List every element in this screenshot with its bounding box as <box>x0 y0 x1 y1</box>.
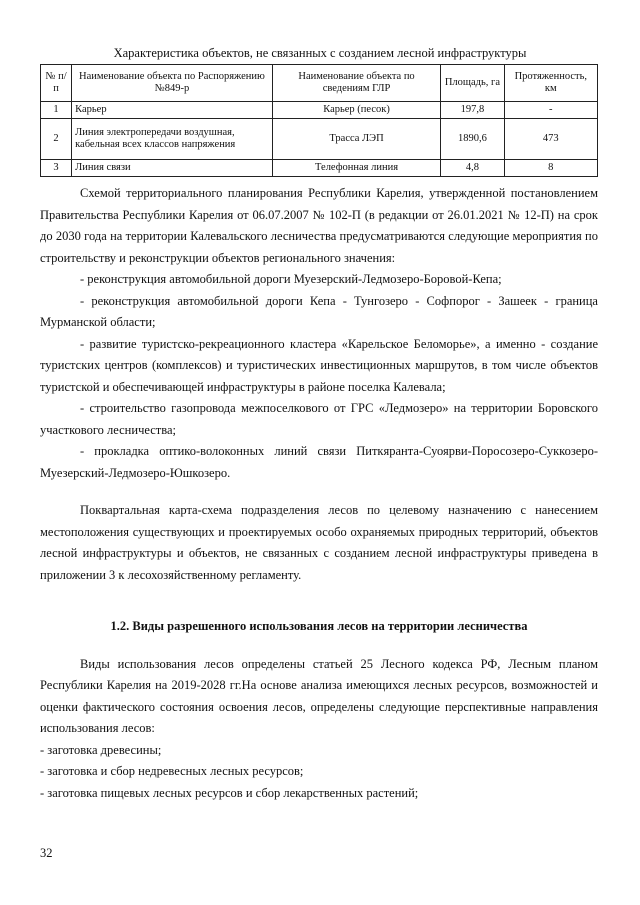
use-item: - заготовка пищевых лесных ресурсов и сбор лекарственных растений; <box>40 785 419 800</box>
table-row <box>41 119 598 160</box>
measure-item: - строительство газопровода межпоселкового от ГРС «Ледмозеро» на территории Боровского участкового лесничества; <box>40 401 598 437</box>
table-title: Характеристика объектов, не связанных с созданием лесной инфраструктуры <box>113 46 527 60</box>
cell-glr: Телефонная линия <box>272 160 440 177</box>
page-number: 32 <box>40 846 53 860</box>
spacer <box>40 484 598 500</box>
table-row <box>41 160 598 177</box>
table-row <box>41 102 598 119</box>
header-name: Наименование объекта по Распоряжению №849-р <box>72 65 273 102</box>
map-note-paragraph: Поквартальная карта-схема подразделения лесов по целевому назначению с нанесением местоположения существующих и проектируемых особо охраняемых природных территорий, объектов лесной инфраструктуры и объектов, не связанных с созданием лесной инфраструктуры приведена в приложении 3 к лесохозяйственному регламенту. <box>40 503 598 582</box>
cell-name: Линия электропередачи воздушная, кабельная всех классов напряжения <box>72 119 273 160</box>
cell-name: Линия связи <box>72 160 273 177</box>
cell-area: 4,8 <box>441 160 504 177</box>
use-item: - заготовка древесины; <box>40 742 162 757</box>
intro-paragraph: Схемой территориального планирования Республики Карелия, утвержденной постановлением Правительства Республики Карелия от 06.07.2007 № 102-П (в редакции от 26.01.2021 № 12-П) на срок до 2030 года на территории Калевальского лесничества предусматриваются следующие мероприятия по строительству и реконструкции объектов регионального значения: <box>40 186 598 265</box>
measure-item: - реконструкция автомобильной дороги Муезерский-Ледмозеро-Боровой-Кепа; <box>80 272 502 286</box>
table-header-row <box>41 65 598 102</box>
header-length: Протяженность, км <box>504 65 597 102</box>
header-num: № п/п <box>41 65 72 102</box>
cell-length: 473 <box>504 119 597 160</box>
header-area: Площадь, га <box>441 65 504 102</box>
cell-name: Карьер <box>72 102 273 119</box>
measure-item: - прокладка оптико-волоконных линий связи Питкяранта-Суоярви-Поросозеро-Суккозеро-Муезерский-Ледмозеро-Юшкозеро. <box>40 444 598 480</box>
section-intro-paragraph: Виды использования лесов определены статьей 25 Лесного кодекса РФ, Лесным планом Республики Карелия на 2019-2028 гг.На основе анализа имеющихся лесных ресурсов, возможностей и оценки фактического состояния освоения лесов, определены следующие перспективные направления использования лесов: <box>40 656 598 735</box>
cell-glr: Трасса ЛЭП <box>272 119 440 160</box>
measure-item: - развитие туристско-рекреационного кластера «Карельское Беломорье», а именно - создание туристских центров (комплексов) и туристических инвестиционных маршрутов, в том числе объектов туристской и обеспечивающей инфраструктуры в районе поселка Калевала; <box>40 336 598 394</box>
section-heading: 1.2. Виды разрешенного использования лесов на территории лесничества <box>110 619 528 633</box>
cell-num: 2 <box>41 119 72 160</box>
cell-num: 1 <box>41 102 72 119</box>
cell-num: 3 <box>41 160 72 177</box>
spacer <box>40 638 598 654</box>
cell-length: - <box>504 102 597 119</box>
use-item: - заготовка и сбор недревесных лесных ресурсов; <box>40 764 304 778</box>
cell-area: 1890,6 <box>441 119 504 160</box>
spacer <box>40 586 598 616</box>
measure-item: - реконструкция автомобильной дороги Кепа - Тунгозеро - Софпорог - Зашеек - граница Мурманской области; <box>40 293 598 329</box>
cell-length: 8 <box>504 160 597 177</box>
header-glr: Наименование объекта по сведениям ГЛР <box>272 65 440 102</box>
objects-table <box>40 64 598 177</box>
cell-area: 197,8 <box>441 102 504 119</box>
body-text <box>40 183 598 804</box>
cell-glr: Карьер (песок) <box>272 102 440 119</box>
